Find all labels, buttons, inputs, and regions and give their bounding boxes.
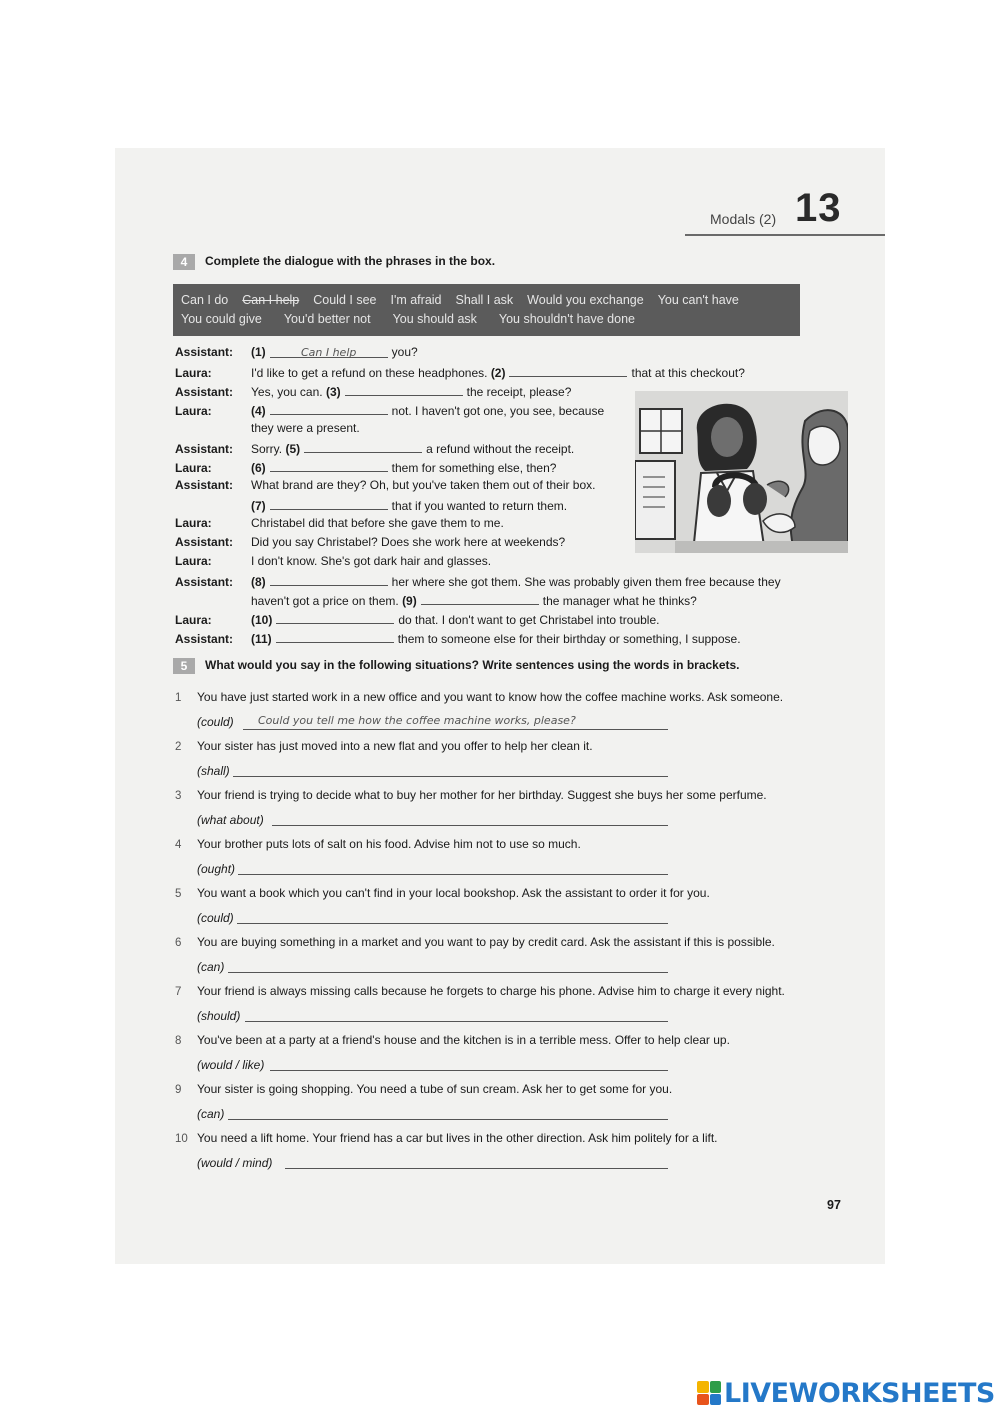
dialogue-text: Sorry.	[251, 442, 283, 456]
gap-number: (6)	[251, 461, 266, 475]
prompt-3: (what about)	[197, 813, 264, 827]
phrase-box-row-1	[181, 291, 792, 310]
dialogue-line	[175, 496, 567, 515]
speaker: Assistant:	[175, 478, 234, 492]
prompt-7: (should)	[197, 1009, 241, 1023]
speaker: Assistant:	[175, 632, 234, 646]
question-text: You need a lift home. Your friend has a car but lives in the other direction. Ask him politely for a lift.	[197, 1131, 718, 1145]
phrase: You could give	[181, 312, 262, 326]
exercise-5-number: 5	[173, 658, 195, 674]
question-text: You want a book which you can't find in your local bookshop. Ask the assistant to order it for you.	[197, 886, 710, 900]
exercise-4-number: 4	[173, 254, 195, 270]
answer-text-1: Could you tell me how the coffee machine works, please?	[258, 714, 576, 727]
speaker: Assistant:	[175, 442, 234, 456]
dialogue-text: the manager what he thinks?	[542, 594, 697, 608]
dialogue-text: them for something else, then?	[391, 461, 557, 475]
dialogue-text: haven't got a price on them.	[251, 594, 399, 608]
question-text: You have just started work in a new office and you want to know how the coffee machine works. Ask someone.	[197, 690, 784, 704]
answer-blank-4[interactable]	[270, 401, 388, 415]
dialogue-text: Yes, you can.	[251, 385, 323, 399]
question-text: Your brother puts lots of salt on his food. Advise him not to use so much.	[197, 837, 581, 851]
question-number: 9	[175, 1084, 182, 1096]
exercise-4-instruction: Complete the dialogue with the phrases in the box.	[205, 254, 496, 269]
phrase: You can't have	[657, 293, 739, 307]
question-3	[175, 788, 767, 802]
dialogue-line	[175, 439, 574, 458]
question-2	[175, 739, 593, 753]
dialogue-line	[175, 420, 360, 437]
dialogue-line	[175, 553, 491, 570]
question-text: Your sister has just moved into a new flat and you offer to help her clean it.	[197, 739, 593, 753]
speaker: Laura:	[175, 613, 212, 627]
prompt-9: (can)	[197, 1107, 225, 1121]
dialogue-text: they were a present.	[251, 421, 360, 435]
answer-line-5[interactable]	[237, 923, 668, 924]
dialogue-text: Christabel did that before she gave them to me.	[251, 516, 504, 530]
prompt-2: (shall)	[197, 764, 230, 778]
speaker: Laura:	[175, 516, 212, 530]
speaker: Laura:	[175, 461, 212, 475]
gap-number: (4)	[251, 404, 266, 418]
prompt-1: (could)	[197, 715, 234, 729]
question-6	[175, 935, 775, 949]
answer-line-2[interactable]	[233, 776, 668, 777]
question-8	[175, 1033, 730, 1047]
dialogue-text: do that. I don't want to get Christabel into trouble.	[398, 613, 660, 627]
answer-line-4[interactable]	[238, 874, 668, 875]
gap-number: (1)	[251, 345, 266, 359]
question-number: 6	[175, 937, 182, 949]
answer-line-6[interactable]	[228, 972, 668, 973]
question-9	[175, 1082, 672, 1096]
prompt-5: (could)	[197, 911, 234, 925]
gap-number: (8)	[251, 575, 266, 589]
brand-name: LIVEWORKSHEETS	[724, 1377, 995, 1409]
question-text: Your sister is going shopping. You need a tube of sun cream. Ask her to get some for you.	[197, 1082, 673, 1096]
answer-blank-11[interactable]	[276, 629, 394, 643]
worksheet-page	[115, 148, 885, 1264]
dialogue-text: you?	[391, 345, 418, 359]
dialogue-line	[175, 610, 659, 629]
answer-line-1[interactable]	[243, 729, 668, 730]
question-number: 1	[175, 692, 182, 704]
dialogue-text: not. I haven't got one, you see, because	[391, 404, 605, 418]
dialogue-line	[175, 344, 418, 361]
liveworksheets-logo-icon	[697, 1381, 721, 1405]
answer-blank-5[interactable]	[304, 439, 422, 453]
dialogue-line	[175, 382, 571, 401]
answer-line-10[interactable]	[285, 1168, 668, 1169]
answer-blank-6[interactable]	[270, 458, 388, 472]
answer-blank-2[interactable]	[509, 363, 627, 377]
speaker: Assistant:	[175, 345, 234, 359]
header-rule	[685, 234, 885, 236]
answer-blank-7[interactable]	[270, 496, 388, 510]
shop-assistant-illustration	[635, 391, 848, 553]
answer-blank-9[interactable]	[421, 591, 539, 605]
dialogue-line	[175, 534, 565, 551]
dialogue-line	[175, 572, 781, 591]
dialogue-text: the receipt, please?	[466, 385, 572, 399]
dialogue-text: a refund without the receipt.	[426, 442, 575, 456]
phrase: Could I see	[313, 293, 377, 307]
phrase-box-row-2	[181, 310, 792, 329]
dialogue-line	[175, 591, 697, 610]
dialogue-text: I don't know. She's got dark hair and glasses.	[251, 554, 492, 568]
answer-line-3[interactable]	[272, 825, 668, 826]
prompt-4: (ought)	[197, 862, 236, 876]
illustration-drawing	[635, 391, 848, 553]
speaker: Laura:	[175, 554, 212, 568]
speaker: Laura:	[175, 404, 212, 418]
dialogue-line	[175, 515, 504, 532]
question-number: 2	[175, 741, 182, 753]
dialogue-text: them to someone else for their birthday or something, I suppose.	[397, 632, 741, 646]
question-1	[175, 690, 783, 704]
exercise-5-heading	[173, 658, 740, 674]
speaker: Assistant:	[175, 575, 234, 589]
speaker: Assistant:	[175, 535, 234, 549]
gap-number: (5)	[285, 442, 301, 456]
question-number: 3	[175, 790, 182, 802]
question-5	[175, 886, 710, 900]
phrase: I'm afraid	[390, 293, 442, 307]
answer-blank-10[interactable]	[276, 610, 394, 624]
gap-number: (9)	[402, 594, 417, 608]
dialogue-line	[175, 401, 604, 420]
chapter-title: Modals (2)	[710, 211, 777, 227]
dialogue-text: What brand are they? Oh, but you've taken them out of their box.	[251, 478, 596, 492]
question-number: 5	[175, 888, 182, 900]
question-text: You've been at a party at a friend's house and the kitchen is in a terrible mess. Offer to help clear up.	[197, 1033, 730, 1047]
dialogue-text: Did you say Christabel? Does she work here at weekends?	[251, 535, 566, 549]
prompt-10: (would / mind)	[197, 1156, 273, 1170]
speaker: Laura:	[175, 366, 212, 380]
question-number: 7	[175, 986, 182, 998]
answer-blank-3[interactable]	[345, 382, 463, 396]
answer-line-7[interactable]	[245, 1021, 668, 1022]
prompt-8: (would / like)	[197, 1058, 265, 1072]
question-10	[175, 1131, 718, 1145]
phrase: You should ask	[392, 312, 477, 326]
phrase: You'd better not	[283, 312, 371, 326]
prompt-6: (can)	[197, 960, 225, 974]
page-number: 97	[827, 1198, 841, 1212]
question-4	[175, 837, 581, 851]
phrase: Shall I ask	[455, 293, 514, 307]
dialogue-text: that if you wanted to return them.	[391, 499, 568, 513]
question-7	[175, 984, 785, 998]
question-text: Your friend is trying to decide what to buy her mother for her birthday. Suggest she buys her some perfume.	[197, 788, 767, 802]
phrase: Can I do	[181, 293, 229, 307]
speaker: Assistant:	[175, 385, 234, 399]
gap-number: (2)	[490, 366, 506, 380]
dialogue-line	[175, 363, 745, 382]
answer-line-9[interactable]	[228, 1119, 668, 1120]
answer-blank-8[interactable]	[270, 572, 388, 586]
dialogue-text: that at this checkout?	[631, 366, 745, 380]
phrase: Would you exchange	[527, 293, 644, 307]
phrase-used: Can I help	[242, 293, 300, 307]
dialogue-line	[175, 458, 556, 477]
gap-number: (3)	[325, 385, 341, 399]
dialogue-line	[175, 629, 741, 648]
question-number: 4	[175, 839, 182, 851]
question-text: Your friend is always missing calls because he forgets to charge his phone. Advise him to charge it every night.	[197, 984, 785, 998]
exercise-4-heading	[173, 254, 495, 270]
question-number: 8	[175, 1035, 182, 1047]
answer-blank-1[interactable]: Can I help	[270, 344, 388, 358]
dialogue-text: her where she got them. She was probably given them free because they	[391, 575, 781, 589]
unit-number: 13	[795, 186, 842, 230]
gap-number: (7)	[251, 499, 266, 513]
phrase-box	[173, 284, 800, 336]
question-number: 10	[175, 1133, 188, 1145]
liveworksheets-brand[interactable]	[697, 1378, 995, 1408]
dialogue-text: I'd like to get a refund on these headphones.	[251, 366, 488, 380]
gap-number: (10)	[251, 613, 273, 627]
exercise-5-instruction: What would you say in the following situations? Write sentences using the words in brackets.	[205, 658, 740, 673]
answer-line-8[interactable]	[270, 1070, 668, 1071]
question-text: You are buying something in a market and you want to pay by credit card. Ask the assistant if this is possible.	[197, 935, 775, 949]
dialogue-line	[175, 477, 596, 494]
gap-number: (11)	[251, 632, 272, 646]
phrase: You shouldn't have done	[498, 312, 635, 326]
